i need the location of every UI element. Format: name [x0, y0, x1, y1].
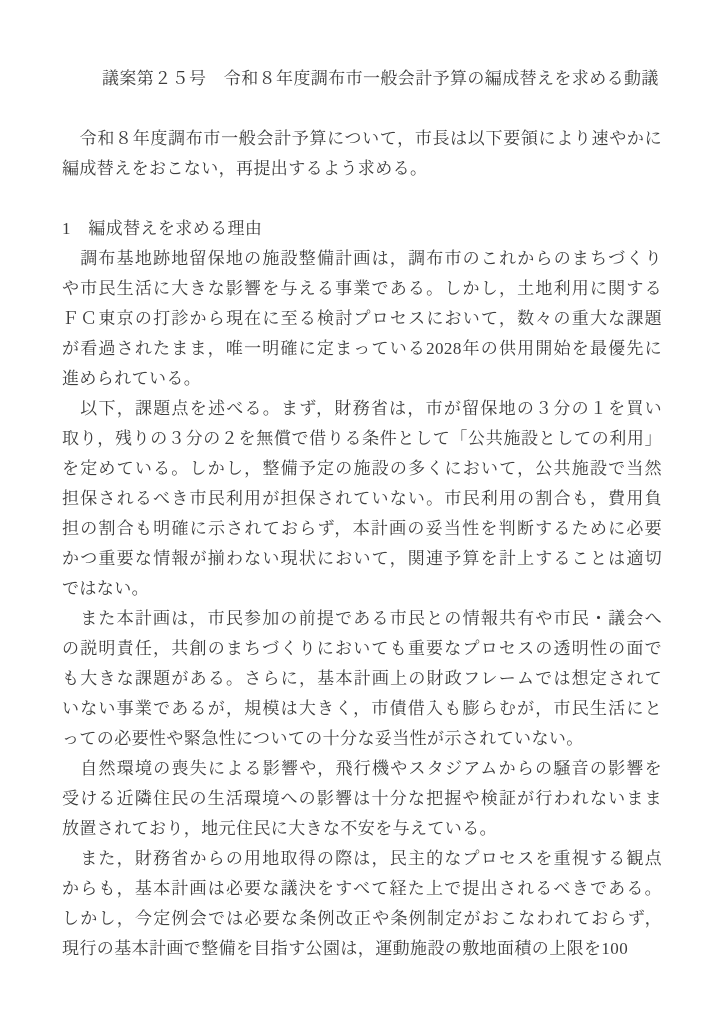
document-line: 現行の基本計画で整備を目指す公園は，運動施設の敷地面積の上限を100 — [62, 939, 629, 958]
document-line: 担保されるべき市民利用が担保されていない。市民利用の割合も，費用負 — [62, 489, 662, 508]
document-line: っての必要性や緊急性についての十分な妥当性が示されていない。 — [62, 729, 584, 748]
document-body — [62, 94, 662, 964]
section-heading: 1 編成替えを求める理由 — [62, 219, 263, 238]
document-line: 進められている。 — [62, 369, 202, 388]
document-line: ではない。 — [62, 579, 149, 598]
document-title: 議案第２５号 令和８年度調布市一般会計予算の編成替えを求める動議 — [102, 69, 659, 88]
document-line: かつ重要な情報が揃わない現状において，関連予算を計上することは適切 — [62, 549, 662, 568]
document-line: 担の割合も明確に示されておらず，本計画の妥当性を判断するために必要 — [62, 519, 662, 538]
document-line: また本計画は，市民参加の前提である市民との情報共有や市民・議会へ — [62, 609, 662, 628]
document-line: ＦＣ東京の打診から現在に至る検討プロセスにおいて，数々の重大な課題 — [62, 309, 662, 328]
document-line: 以下，課題点を述べる。まず，財務省は，市が留保地の３分の１を買い — [62, 399, 662, 418]
document-line: の説明責任，共創のまちづくりにおいても重要なプロセスの透明性の面で — [62, 639, 662, 658]
document-line: 放置されており，地元住民に大きな不安を与えている。 — [62, 819, 497, 838]
document-line: や市民生活に大きな影響を与える事業である。しかし，土地利用に関する — [62, 279, 662, 298]
document-line: 令和８年度調布市一般会計予算について，市長は以下要領により速やかに — [62, 129, 662, 148]
document-line: も大きな課題がある。さらに，基本計画上の財政フレームでは想定されて — [62, 669, 662, 688]
document-line: 受ける近隣住民の生活環境への影響は十分な把握や検証が行われないまま — [62, 789, 662, 808]
document-line: を定めている。しかし，整備予定の施設の多くにおいて，公共施設で当然 — [62, 459, 662, 478]
document-line: また，財務省からの用地取得の際は，民主的なプロセスを重視する観点 — [62, 849, 662, 868]
document-line: いない事業であるが，規模は大きく，市債借入も膨らむが，市民生活にと — [62, 699, 662, 718]
document-line: 取り，残りの３分の２を無償で借りる条件として「公共施設としての利用」 — [62, 429, 662, 448]
blank-line — [62, 94, 662, 124]
document-line: 編成替えをおこない，再提出するよう求める。 — [62, 159, 428, 178]
blank-line — [62, 184, 662, 214]
document-line: しかし，今定例会では必要な条例改正や条例制定がおこなわれておらず， — [62, 909, 662, 928]
document-line: が看過されたまま，唯一明確に定まっている2028年の供用開始を最優先に — [62, 339, 662, 358]
document-line: からも，基本計画は必要な議決をすべて経た上で提出されるべきである。 — [62, 879, 662, 898]
document-line: 自然環境の喪失による影響や，飛行機やスタジアムからの騒音の影響を — [62, 759, 662, 778]
document-line: 調布基地跡地留保地の施設整備計画は，調布市のこれからのまちづくり — [62, 249, 662, 268]
